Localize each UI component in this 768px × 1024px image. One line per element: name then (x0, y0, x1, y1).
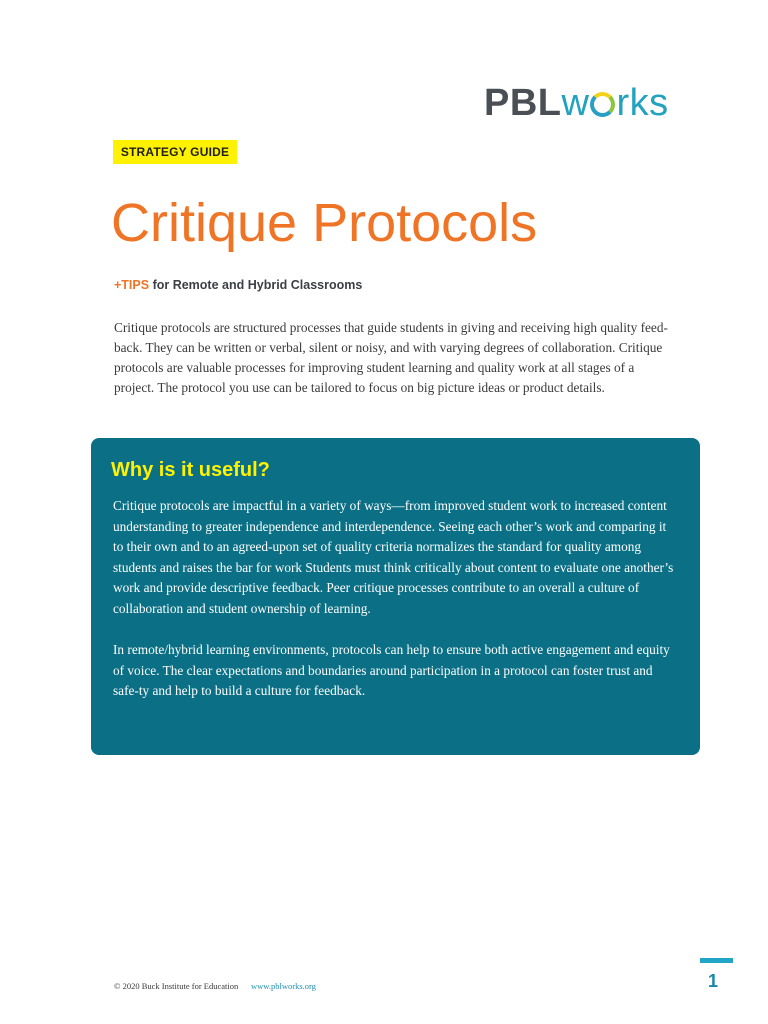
footer-copyright: © 2020 Buck Institute for Education (114, 981, 239, 991)
tips-label: +TIPS (114, 278, 150, 292)
logo-o-ring-icon (590, 92, 615, 117)
footer-url-link[interactable]: www.pblworks.org (251, 981, 316, 991)
logo-pbl-text: PBL (484, 82, 562, 124)
why-useful-box (91, 438, 700, 755)
pblworks-logo (484, 84, 669, 122)
why-useful-paragraph-1: Critique protocols are impactful in a variety of ways—from improved student work to increased content understanding to greater independence and interdependence. Seeing each other’s work and comparing it to their own and to an agreed-upon set of quality criteria normalizes the standard for quality among students and raises the bar for work Students must think critically about content to evaluate one another’s work and provide descriptive feedback. Peer critique processes contribute to an overall a culture of collaboration and student ownership of learning. (113, 498, 674, 616)
page-number: 1 (708, 971, 719, 991)
strategy-guide-tag: STRATEGY GUIDE (113, 140, 237, 164)
why-useful-heading: Why is it useful? (111, 459, 270, 481)
page-number-bar (700, 958, 733, 963)
page-subtitle (114, 278, 362, 292)
why-useful-paragraph-2: In remote/hybrid learning environments, protocols can help to ensure both active engagement and equity of voice. The clear expectations and boundaries around participation in a protocol can foster trust and safe-ty and help to build a culture for feedback. (113, 642, 670, 699)
intro-paragraph: Critique protocols are structured processes that guide students in giving and receiving high quality feed-back. They can be written or verbal, silent or noisy, and with varying degrees of collaboration. Critique protocols are valuable processes for improving student learning and quality work at all stages of a project. The protocol you use can be tailored to focus on big picture ideas or product details. (114, 320, 668, 395)
page-title: Critique Protocols (111, 193, 538, 253)
logo-works-text (562, 82, 669, 124)
subtitle-text: for Remote and Hybrid Classrooms (149, 278, 363, 292)
logo-w-text: w (561, 82, 590, 124)
logo-rks-text: rks (616, 82, 669, 124)
